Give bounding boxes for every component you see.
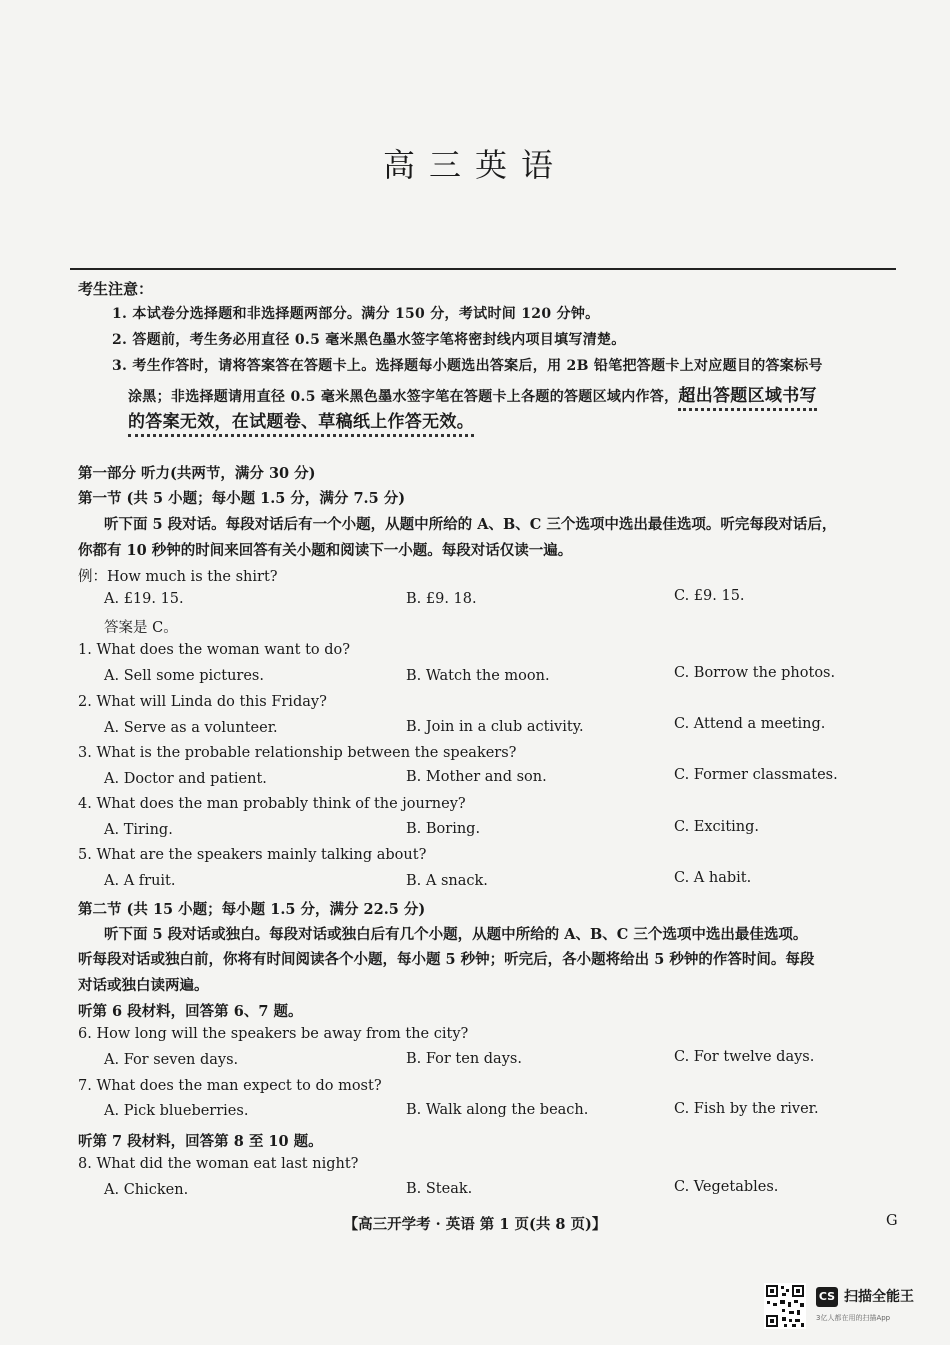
scanner-watermark (764, 1283, 914, 1333)
question-4: 4. What does the man probably think of the journey? (78, 796, 466, 812)
example-option-c: C. £9. 15. (674, 588, 745, 604)
camscanner-name: 扫描全能王 (844, 1289, 914, 1305)
qr-code-icon (764, 1283, 806, 1329)
q1-option-b: B. Watch the moon. (406, 668, 550, 684)
question-6: 6. How long will the speakers be away from the city? (78, 1026, 469, 1042)
section1-instructions-2: 你都有 10 秒钟的时间来回答有关小题和阅读下一小题。每段对话仅读一遍。 (78, 542, 573, 559)
q3-option-b: B. Mother and son. (406, 769, 547, 785)
q2-option-a: A. Serve as a volunteer. (104, 720, 278, 736)
notice-item-3-line3 (128, 407, 474, 432)
question-7: 7. What does the man expect to do most? (78, 1078, 382, 1094)
camscanner-tagline: 3亿人都在用的扫描App (816, 1314, 891, 1322)
q3-option-c: C. Former classmates. (674, 767, 838, 783)
example-question: 例：How much is the shirt? (78, 569, 278, 585)
example-option-a: A. £19. 15. (104, 591, 184, 607)
q2-option-b: B. Join in a club activity. (406, 719, 584, 735)
notice-item-1: 1. 本试卷分选择题和非选择题两部分。满分 150 分，考试时间 120 分钟。 (112, 306, 600, 322)
q1-option-c: C. Borrow the photos. (674, 665, 836, 681)
question-2: 2. What will Linda do this Friday? (78, 694, 327, 710)
section2-instructions-1: 听下面 5 段对话或独白。每段对话或独白后有几个小题，从题中所给的 A、B、C 三个选项中选出最佳选项。 (104, 926, 808, 943)
section2-instructions-2: 听每段对话或独白前，你将有时间阅读各个小题，每小题 5 秒钟；听完后，各小题将给出 5 秒钟的作答时间。每段 (78, 951, 815, 968)
q8-option-a: A. Chicken. (104, 1182, 189, 1198)
q5-option-c: C. A habit. (674, 870, 752, 886)
q8-option-b: B. Steak. (406, 1181, 473, 1197)
q3-option-a: A. Doctor and patient. (104, 771, 267, 787)
q6-option-a: A. For seven days. (104, 1052, 239, 1068)
part1-heading: 第一部分 听力(共两节，满分 30 分) (78, 465, 316, 482)
q5-option-b: B. A snack. (406, 873, 488, 889)
material-7-instructions: 听第 7 段材料，回答第 8 至 10 题。 (78, 1133, 323, 1150)
q8-option-c: C. Vegetables. (674, 1179, 779, 1195)
question-3: 3. What is the probable relationship between the speakers? (78, 745, 517, 761)
q5-option-a: A. A fruit. (104, 873, 176, 889)
section1-instructions-1: 听下面 5 段对话。每段对话后有一个小题，从题中所给的 A、B、C 三个选项中选出最佳选项。听完每段对话后， (104, 516, 837, 533)
q4-option-c: C. Exciting. (674, 819, 760, 835)
example-answer: 答案是 C。 (104, 620, 178, 636)
q6-option-b: B. For ten days. (406, 1051, 522, 1067)
header-rule (70, 268, 896, 270)
example-option-b: B. £9. 18. (406, 591, 477, 607)
question-1: 1. What does the woman want to do? (78, 642, 351, 658)
page-title: 高三英语 (382, 146, 567, 184)
notice-heading: 考生注意： (78, 280, 154, 298)
notice-emphasis-2: 的答案无效，在试题卷、草稿纸上作答无效。 (128, 412, 474, 437)
notice-item-3-text: 涂黑；非选择题请用直径 0.5 毫米黑色墨水签字笔在答题卡上各题的答题区域内作答， (128, 389, 679, 405)
notice-item-2: 2. 答题前，考生务必用直径 0.5 毫米黑色墨水签字笔将密封线内项目填写清楚。 (112, 332, 626, 348)
q7-option-c: C. Fish by the river. (674, 1101, 819, 1117)
section1-heading: 第一节 (共 5 小题；每小题 1.5 分，满分 7.5 分) (78, 490, 406, 507)
q4-option-a: A. Tiring. (104, 822, 173, 838)
q2-option-c: C. Attend a meeting. (674, 716, 826, 732)
notice-item-3-line2 (128, 381, 817, 406)
material-6-instructions: 听第 6 段材料，回答第 6、7 题。 (78, 1003, 303, 1020)
q1-option-a: A. Sell some pictures. (104, 668, 264, 684)
camscanner-logo: CS (816, 1287, 838, 1307)
notice-emphasis-1: 超出答题区域书写 (678, 386, 816, 411)
q4-option-b: B. Boring. (406, 821, 481, 837)
version-label: G (886, 1213, 898, 1229)
question-8: 8. What did the woman eat last night? (78, 1156, 359, 1172)
section2-instructions-3: 对话或独白读两遍。 (78, 977, 209, 994)
page-footer: 【高三开学考 · 英语 第 1 页(共 8 页)】 (343, 1216, 607, 1233)
notice-item-3-line1: 3. 考生作答时，请将答案答在答题卡上。选择题每小题选出答案后，用 2B 铅笔把答题卡上对应题目的答案标号 (112, 358, 823, 374)
q6-option-c: C. For twelve days. (674, 1049, 815, 1065)
q7-option-a: A. Pick blueberries. (104, 1103, 249, 1119)
q7-option-b: B. Walk along the beach. (406, 1102, 589, 1118)
section2-heading: 第二节 (共 15 小题；每小题 1.5 分，满分 22.5 分) (78, 901, 426, 918)
question-5: 5. What are the speakers mainly talking about? (78, 847, 427, 863)
